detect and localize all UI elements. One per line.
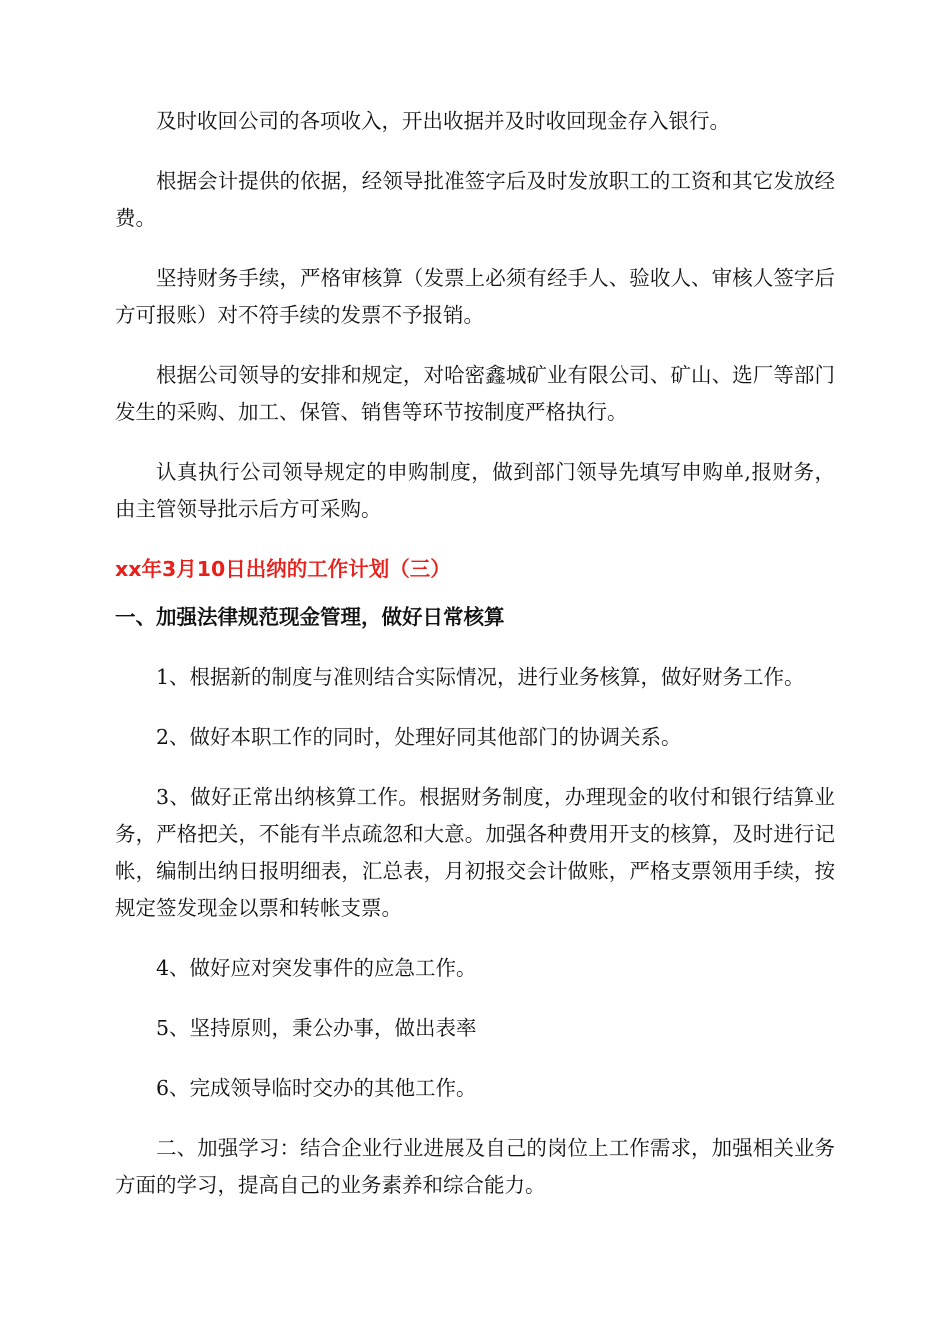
paragraph-procurement-rules: 根据公司领导的安排和规定，对哈密鑫城矿业有限公司、矿山、选厂等部门发生的采购、加工、保管、销售等环节按制度严格执行。	[115, 363, 835, 424]
list-item: 1、根据新的制度与准则结合实际情况，进行业务核算，做好财务工作。	[156, 665, 805, 689]
list-item: 2、做好本职工作的同时，处理好同其他部门的协调关系。	[156, 725, 682, 749]
closing-paragraph: 二、加强学习：结合企业行业进展及自己的岗位上工作需求，加强相关业务方面的学习，提高自己的业务素养和综合能力。	[115, 1136, 835, 1197]
list-item: 5、坚持原则，秉公办事，做出表率	[156, 1016, 477, 1040]
list-item: 3、做好正常出纳核算工作。根据财务制度，办理现金的收付和银行结算业务，严格把关，不能有半点疏忽和大意。加强各种费用开支的核算，及时进行记帐，编制出纳日报明细表，汇总表，月初报交会计做账，严格支票领用手续，按规定签发现金以票和转帐支票。	[115, 785, 835, 920]
paragraph-purchase-request: 认真执行公司领导规定的申购制度，做到部门领导先填写申购单,报财务，由主管领导批示后方可采购。	[115, 460, 835, 521]
list-item: 4、做好应对突发事件的应急工作。	[156, 956, 477, 980]
paragraph-salary-payment: 根据会计提供的依据，经领导批准签字后及时发放职工的工资和其它发放经费。	[115, 169, 835, 230]
paragraph-invoice-review: 坚持财务手续，严格审核算（发票上必须有经手人、验收人、审核人签字后方可报账）对不符手续的发票不予报销。	[115, 266, 835, 327]
paragraph-cash-collection: 及时收回公司的各项收入，开出收据并及时收回现金存入银行。	[156, 109, 730, 133]
subsection-title: 一、加强法律规范现金管理，做好日常核算	[115, 605, 505, 629]
section-title: xx年3月10日出纳的工作计划（三）	[115, 557, 451, 581]
document-body	[115, 103, 835, 1227]
list-item: 6、完成领导临时交办的其他工作。	[156, 1076, 477, 1100]
